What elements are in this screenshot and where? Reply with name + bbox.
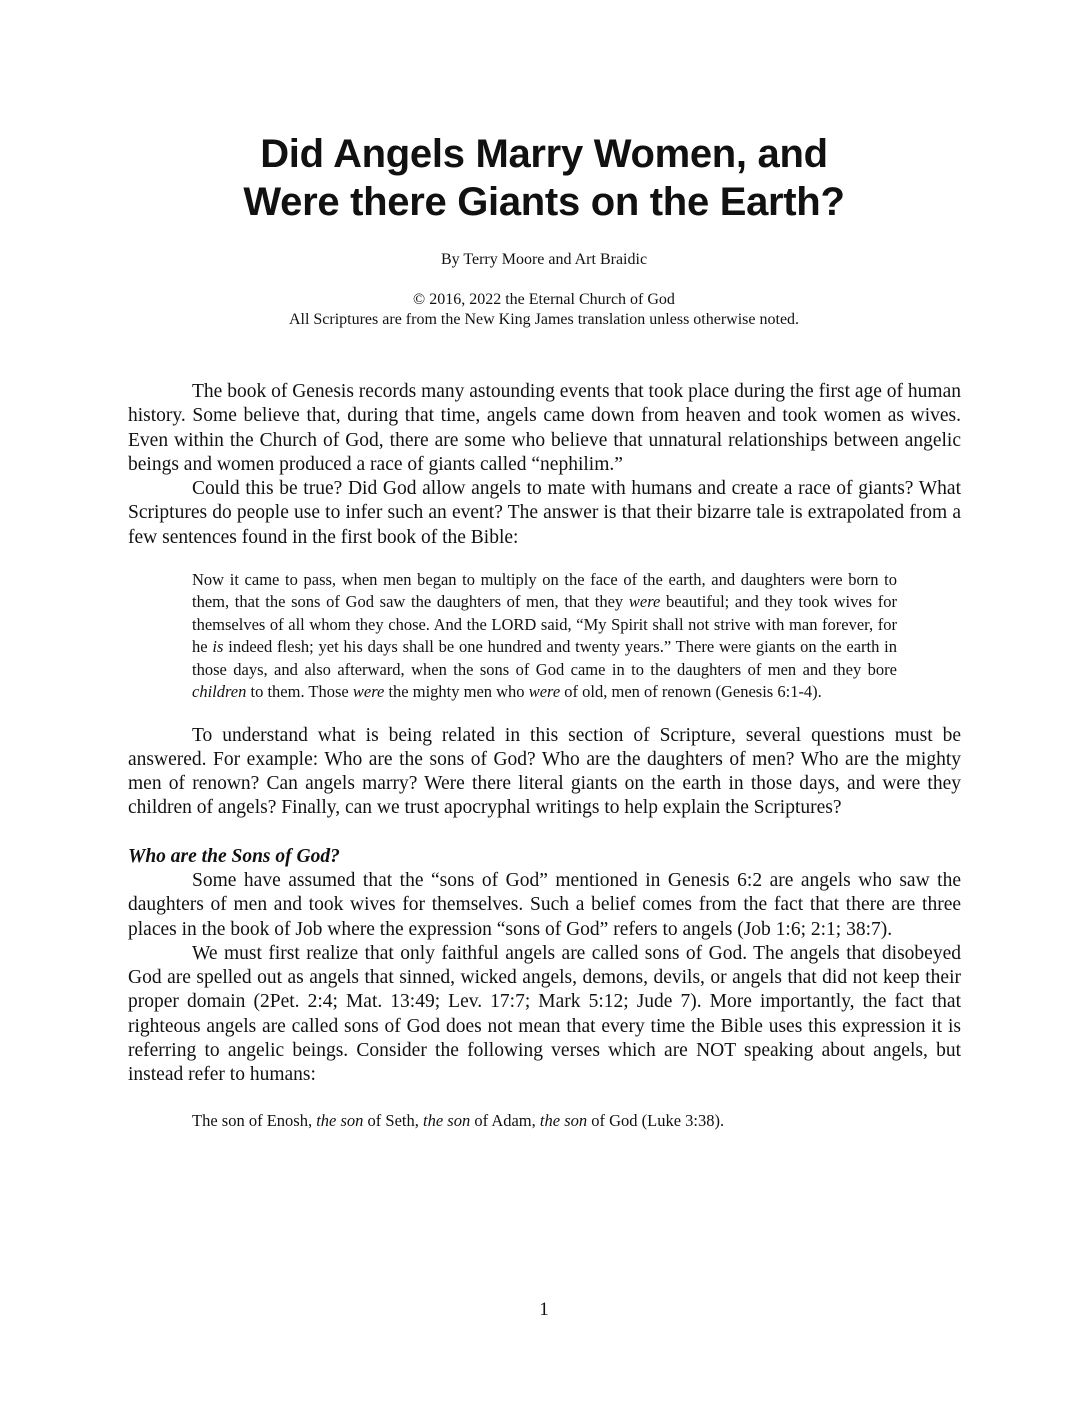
paragraph-questions-list: To understand what is being related in this section of Scripture, several questions must be answered. For example: Who are the sons of God? Who are the daughters of men? Who are the mighty men of renown? Can angels marry? Were there literal giants on the earth in those days, and were they children of angels? Finally, can we trust apocryphal writings to help explain the Scriptures? (128, 724, 961, 819)
section-heading-sons-of-god: Who are the Sons of God? (128, 845, 340, 867)
document-title (0, 130, 1088, 226)
paragraph-sons-of-god: Some have assumed that the “sons of God” mentioned in Genesis 6:2 are angels who saw the daughters of men and took wives for themselves. Such a belief comes from the fact that there are three places in the book of Job where the expression “sons of God” refers to angels (Job 1:6; 2:1; 38:7). (128, 870, 961, 940)
copyright-line-1: © 2016, 2022 the Eternal Church of God (413, 291, 675, 308)
paragraph-question: Could this be true? Did God allow angels to mate with humans and create a race of giants? What Scriptures do people use to infer such an event? The answer is that their bizarre tale is extrapolated from a few sentences found in the first book of the Bible: (128, 478, 961, 548)
paragraph-faithful-angels: We must first realize that only faithful angels are called sons of God. The angels that disobeyed God are spelled out as angels that sinned, wicked angels, demons, devils, or angels that did not keep their proper domain (2Pet. 2:4; Mat. 13:49; Lev. 17:7; Mark 5:12; Jude 7). More importantly, the fact that righteous angels are called sons of God does not mean that every time the Bible uses this expression it is referring to angelic beings. Consider the following verses which are NOT speaking about angels, but instead refer to humans: (128, 942, 961, 1086)
page-number: 1 (539, 1299, 549, 1320)
copyright-line-2: All Scriptures are from the New King James translation unless otherwise noted. (288, 311, 800, 328)
scripture-quote-genesis: Now it came to pass, when men began to multiply on the face of the earth, and daughters were born to them, that the sons of God saw the daughters of men, that they were beautiful; and they took wives for themselves of all whom they chose. And the LORD said, “My Spirit shall not strive with man forever, for he is indeed flesh; yet his days shall be one hundred and twenty years.” There were giants on the earth in those days, and also afterward, when the sons of God came in to the daughters of men and they bore children to them. Those were the mighty men who were of old, men of renown (Genesis 6:1-4). (192, 570, 898, 702)
title-line-1: Did Angels Marry Women, and (260, 132, 828, 176)
document-body (128, 380, 961, 1132)
copyright-notice (0, 290, 1088, 330)
byline: By Terry Moore and Art Braidic (440, 251, 648, 268)
paragraph-intro: The book of Genesis records many astounding events that took place during the first age of human history. Some believe that, during that time, angels came down from heaven and took women as wives. Even within the Church of God, there are some who believe that unnatural relationships between angelic beings and women produced a race of giants called “nephilim.” (128, 381, 961, 475)
title-line-2: Were there Giants on the Earth? (243, 180, 845, 224)
scripture-quote-luke: The son of Enosh, the son of Seth, the son of Adam, the son of God (Luke 3:38). (192, 1110, 725, 1130)
